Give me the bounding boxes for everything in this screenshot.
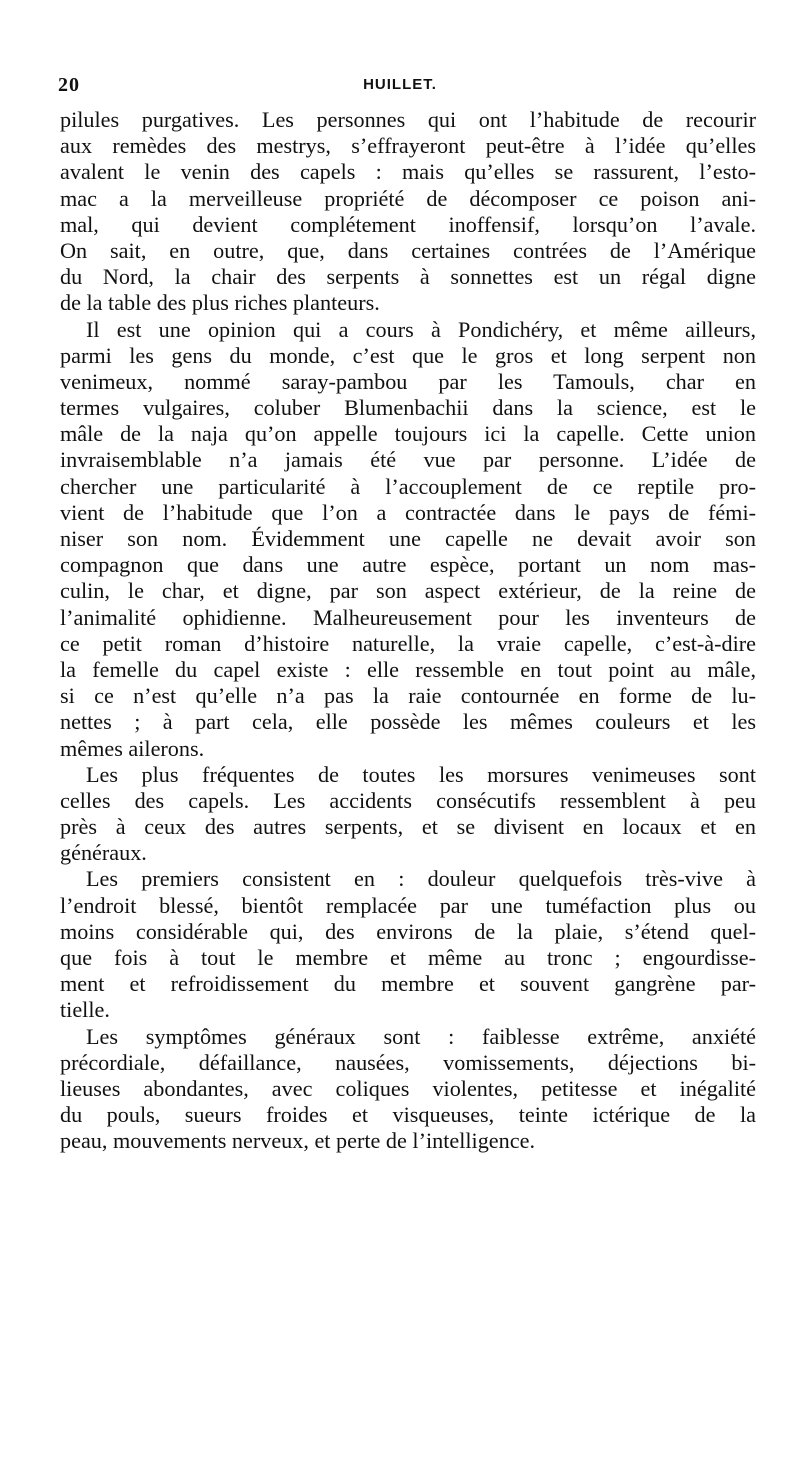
text-line: venimeux, nommé saray-pambou par les Tamouls, char en: [60, 368, 756, 394]
text-line: mêmes ailerons.: [60, 735, 205, 761]
text-line: généraux.: [60, 840, 147, 866]
text-line: ment et refroidissement du membre et souvent gangrène par-: [60, 971, 756, 997]
text-line: aux remèdes des mestrys, s’effrayeront peut-être à l’idée qu’elles: [60, 133, 756, 159]
text-line: mal, qui devient complétement inoffensif, lorsqu’on l’avale.: [60, 211, 756, 237]
text-line: Les symptômes généraux sont : faiblesse extrême, anxiété: [86, 1023, 756, 1049]
text-line: niser son nom. Évidemment une capelle ne devait avoir son: [60, 526, 756, 551]
text-line: avalent le venin des capels : mais qu’elles se rassurent, l’esto-: [60, 159, 756, 185]
text-line: chercher une particularité à l’accouplement de ce reptile pro-: [60, 473, 756, 499]
text-line: celles des capels. Les accidents consécutifs ressemblent à peu: [60, 787, 756, 813]
text-line: mâle de la naja qu’on appelle toujours ici la capelle. Cette union: [60, 421, 756, 447]
text-line: près à ceux des autres serpents, et se divisent en locaux et en: [60, 814, 756, 840]
body-text: [60, 107, 756, 1155]
text-line: du Nord, la chair des serpents à sonnettes est un régal digne: [60, 264, 756, 290]
text-line: On sait, en outre, que, dans certaines contrées de l’Amérique: [60, 237, 756, 263]
text-line: Il est une opinion qui a cours à Pondichéry, et même ailleurs,: [86, 316, 756, 342]
running-title: HUILLET.: [363, 76, 437, 93]
text-line: parmi les gens du monde, c’est que le gros et long serpent non: [60, 342, 756, 368]
text-line: culin, le char, et digne, par son aspect extérieur, de la reine de: [60, 578, 756, 604]
text-line: mac a la merveilleuse propriété de décomposer ce poison ani-: [60, 185, 756, 211]
text-line: peau, mouvements nerveux, et perte de l’intelligence.: [60, 1128, 535, 1154]
text-line: si ce n’est qu’elle n’a pas la raie contournée en forme de lu-: [60, 683, 756, 709]
text-line: du pouls, sueurs froides et visqueuses, teinte ictérique de la: [60, 1102, 756, 1128]
text-line: nettes ; à part cela, elle possède les mêmes couleurs et les: [60, 709, 756, 735]
text-line: termes vulgaires, coluber Blumenbachii dans la science, est le: [60, 395, 756, 421]
text-line: pilules purgatives. Les personnes qui ont l’habitude de recourir: [60, 107, 756, 132]
text-line: précordiale, défaillance, nausées, vomissements, déjections bi-: [60, 1049, 756, 1075]
text-line: compagnon que dans une autre espèce, portant un nom mas-: [60, 552, 756, 578]
text-line: tielle.: [60, 997, 110, 1023]
text-line: la femelle du capel existe : elle ressemble en tout point au mâle,: [60, 656, 756, 682]
text-line: Les premiers consistent en : douleur quelquefois très-vive à: [86, 866, 756, 892]
text-line: l’animalité ophidienne. Malheureusement pour les inventeurs de: [60, 604, 756, 630]
text-line: de la table des plus riches planteurs.: [60, 290, 380, 316]
text-line: Les plus fréquentes de toutes les morsures venimeuses sont: [86, 761, 756, 787]
text-line: lieuses abondantes, avec coliques violentes, petitesse et inégalité: [60, 1075, 756, 1101]
text-line: moins considérable qui, des environs de la plaie, s’étend quel-: [60, 918, 756, 944]
text-line: vient de l’habitude que l’on a contractée dans le pays de fémi-: [60, 499, 756, 525]
text-line: ce petit roman d’histoire naturelle, la vraie capelle, c’est-à-dire: [60, 630, 756, 656]
text-line: invraisemblable n’a jamais été vue par personne. L’idée de: [60, 447, 756, 473]
text-line: que fois à tout le membre et même au tronc ; engourdisse-: [60, 945, 756, 970]
text-line: l’endroit blessé, bientôt remplacée par une tuméfaction plus ou: [60, 892, 756, 918]
page-number: 20: [58, 74, 80, 96]
page-header: [0, 74, 800, 104]
